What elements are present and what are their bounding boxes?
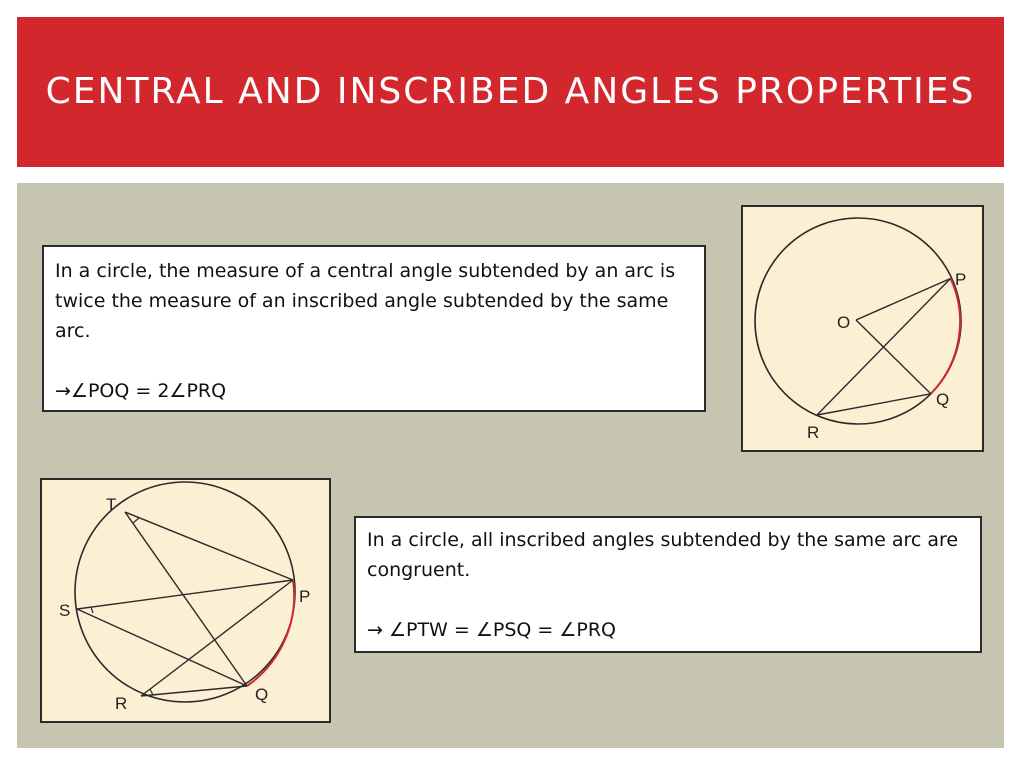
label-t: T: [106, 495, 117, 514]
highlighted-arc-pq: [247, 580, 294, 686]
inscribed-angle-property-box: [354, 516, 982, 653]
slide-title: CENTRAL AND INSCRIBED ANGLES PROPERTIES: [45, 70, 976, 112]
label-r: R: [115, 694, 128, 713]
segment-sq: [77, 609, 247, 686]
segment-op: [856, 279, 951, 321]
circle: [75, 482, 295, 702]
angle-mark-r: [150, 689, 153, 695]
segment-tp: [125, 512, 293, 580]
label-r: R: [807, 423, 820, 442]
label-o: O: [837, 313, 851, 332]
spacer: [55, 346, 690, 376]
spacer: [367, 585, 966, 615]
label-p: P: [299, 587, 311, 606]
inscribed-angle-formula: → ∠PTW = ∠PSQ = ∠PRQ: [367, 619, 616, 641]
central-angle-formula: →∠POQ = 2∠PRQ: [55, 380, 227, 402]
central-angle-figure: [743, 207, 982, 450]
central-angle-property-box: [42, 245, 706, 412]
label-p: P: [955, 270, 967, 289]
central-angle-diagram: [741, 205, 984, 452]
label-s: S: [59, 601, 71, 620]
inscribed-angle-figure: [42, 480, 329, 721]
inscribed-angle-diagram: [40, 478, 331, 723]
segment-oq: [856, 320, 931, 394]
label-q: Q: [255, 685, 269, 704]
title-bar: [17, 17, 1004, 167]
angle-mark-t: [133, 518, 139, 523]
segment-tq: [125, 512, 247, 686]
inscribed-angle-property-text: In a circle, all inscribed angles subtended by the same arc are congruent.: [367, 529, 959, 581]
central-angle-property-text: In a circle, the measure of a central angle subtended by an arc is twice the measure of an inscribed angle subtended by the same arc.: [55, 260, 676, 342]
label-q: Q: [936, 390, 950, 409]
highlighted-arc-pq: [931, 279, 960, 394]
angle-mark-s: [91, 607, 93, 613]
